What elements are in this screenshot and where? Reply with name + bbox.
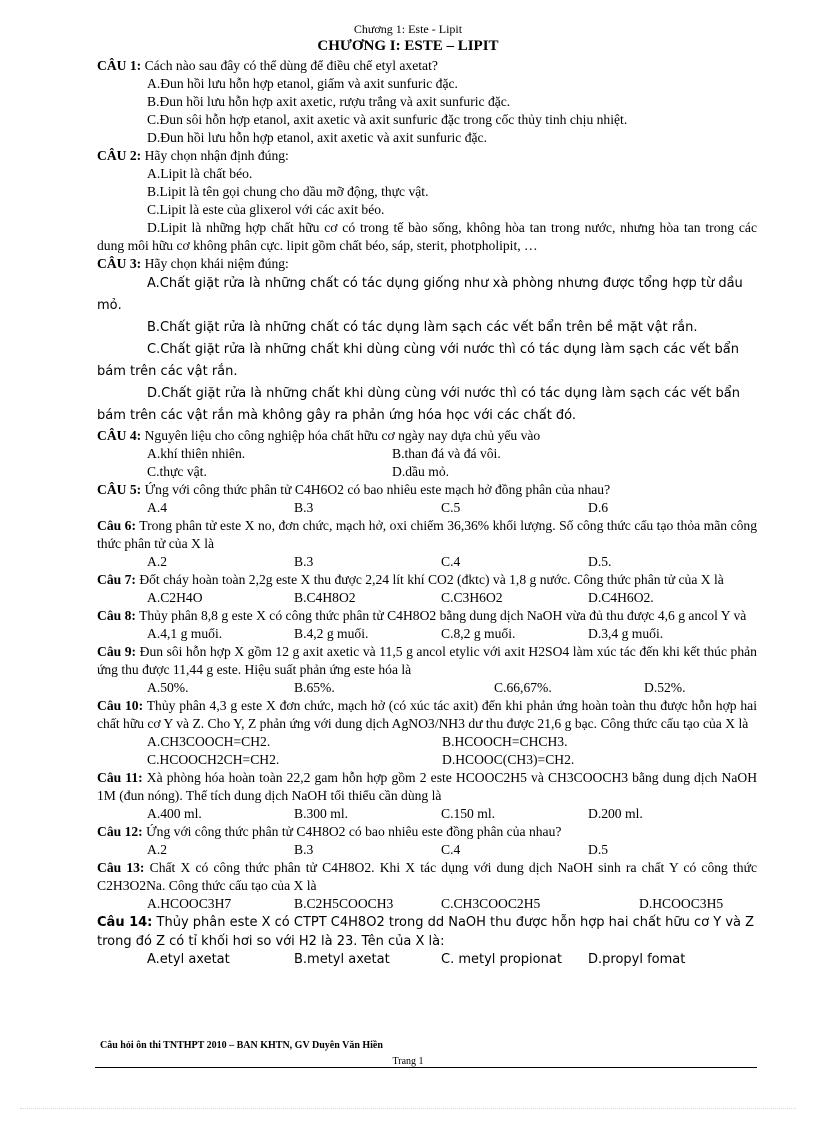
option-c: C.Đun sôi hỗn hợp etanol, axit axetic và axit sunfuric đặc trong cốc thủy tinh chịu nhiệt.: [147, 112, 628, 127]
question-label: Câu 11:: [97, 770, 143, 785]
question-label: Câu 13:: [97, 860, 145, 875]
option-c: C.4: [441, 842, 461, 857]
options-row: [97, 679, 757, 697]
question-11: [97, 769, 757, 805]
option-d: D.propyl fomat: [588, 952, 686, 967]
option-a: A.2: [147, 842, 168, 857]
question-text: Nguyên liệu cho công nghiệp hóa chất hữu cơ ngày nay dựa chủ yếu vào: [144, 428, 541, 443]
option-b: B.Đun hồi lưu hỗn hợp axit axetic, rượu trắng và axit sunfuric đặc.: [147, 94, 511, 109]
footer-credit: Câu hỏi ôn thi TNTHPT 2010 – BAN KHTN, GV Duyên Văn Hiền: [100, 1040, 383, 1051]
option-b: B.3: [294, 842, 314, 857]
option-b: B.HCOOCH=CHCH3.: [442, 734, 568, 749]
question-5: [97, 481, 757, 499]
running-header: Chương 1: Este - Lipit: [353, 22, 463, 36]
option-a: A.CH3COOCH=CH2.: [147, 734, 271, 749]
option-a: A.Chất giặt rửa là những chất có tác dụng giống như xà phòng nhưng được tổng hợp từ dầu mỏ.: [97, 276, 743, 313]
option-c: C.Lipit là este của glixerol với các axit béo.: [147, 202, 385, 217]
option-b: B.300 ml.: [294, 806, 349, 821]
question-text: Đun sôi hỗn hợp X gồm 12 g axit axetic và 11,5 g ancol etylic với axit H2SO4 làm xúc tác đến khi kết thúc phản ứng thu được 11,44 g este. Hiệu suất phản ứng este hóa là: [97, 644, 757, 677]
option-a: A.Đun hồi lưu hỗn hợp etanol, giấm và axit sunfuric đặc.: [147, 76, 458, 91]
option-d: D.Đun hồi lưu hỗn hợp etanol, axit axetic và axit sunfuric đặc.: [147, 130, 487, 145]
page-number: Trang 1: [392, 1056, 424, 1067]
option-b: B.metyl axetat: [294, 952, 390, 967]
page-edge-divider: [20, 1108, 796, 1109]
question-label: CÂU 2:: [97, 148, 142, 163]
options-row: [97, 895, 757, 913]
options-row: [97, 733, 757, 751]
option-d: D.Chất giặt rửa là những chất khi dùng cùng với nước thì có tác dụng làm sạch các vết bẩn bám trên các vật rắn mà không gây ra phản ứng hóa học với các chất đó.: [97, 386, 740, 423]
option-d: D.HCOOC(CH3)=CH2.: [442, 752, 575, 767]
option-c: C.Chất giặt rửa là những chất khi dùng cùng với nước thì có tác dụng làm sạch các vết bẩn bám trên các vật rắn.: [97, 342, 740, 379]
question-label: CÂU 1:: [97, 58, 142, 73]
option-c: C.4: [441, 554, 461, 569]
question-label: CÂU 3:: [97, 256, 142, 271]
question-label: CÂU 4:: [97, 428, 142, 443]
question-label: Câu 12:: [97, 824, 143, 839]
option-a: A.Lipit là chất béo.: [147, 166, 253, 181]
option-a: A.4: [147, 500, 168, 515]
option-b: B.C4H8O2: [294, 590, 356, 605]
options-row: [97, 499, 757, 517]
question-1: [97, 57, 757, 75]
option-b: B.3: [294, 500, 314, 515]
question-label: CÂU 5:: [97, 482, 142, 497]
option-b: B.3: [294, 554, 314, 569]
question-text: Trong phân tử este X no, đơn chức, mạch hở, oxi chiếm 36,36% khối lượng. Số công thức cấu tạo thỏa mãn công thức phân tử của X là: [97, 518, 757, 551]
question-label: Câu 6:: [97, 518, 136, 533]
options-row: [97, 463, 757, 481]
options-row: [97, 589, 757, 607]
question-text: Hãy chọn nhận định đúng:: [144, 148, 289, 163]
option-a: A.2: [147, 554, 168, 569]
options-row: [97, 445, 757, 463]
question-13: [97, 859, 757, 895]
options-row: [97, 805, 757, 823]
question-12: [97, 823, 757, 841]
option-b: B.C2H5COOCH3: [294, 896, 394, 911]
question-6: [97, 517, 757, 553]
question-text: Thủy phân 4,3 g este X đơn chức, mạch hở (có xúc tác axit) đến khi phản ứng hoàn toàn thu được hỗn hợp hai chất hữu cơ Y và Z. Cho Y, Z phản ứng với dung dịch AgNO3/NH3 dư thu được 21,6 g bạc. Công thức cấu tạo của X là: [97, 698, 757, 731]
option-a: A.400 ml.: [147, 806, 202, 821]
question-text: Thủy phân 8,8 g este X có công thức phân tử C4H8O2 bằng dung dịch NaOH vừa đủ thu được 4,6 g ancol Y và: [139, 608, 747, 623]
question-text: Ứng với công thức phân tử C4H6O2 có bao nhiêu este mạch hở đồng phân của nhau?: [144, 482, 611, 497]
question-list: [97, 57, 757, 969]
question-8: [97, 607, 757, 625]
option-c: C.CH3COOC2H5: [441, 896, 541, 911]
option-d: D.HCOOC3H5: [639, 896, 724, 911]
option-a: A.4,1 g muối.: [147, 626, 223, 641]
option-c: C. metyl propionat: [441, 952, 562, 967]
question-label: Câu 7:: [97, 572, 136, 587]
option-d: D.3,4 g muối.: [588, 626, 664, 641]
option-b: B.65%.: [294, 680, 335, 695]
question-2: [97, 147, 757, 165]
question-3: [97, 255, 757, 273]
footer-divider: [95, 1067, 757, 1068]
option-d: D.5.: [588, 554, 612, 569]
question-text: Cách nào sau đây có thể dùng để điều chế etyl axetat?: [144, 58, 438, 73]
option-b: B.4,2 g muối.: [294, 626, 369, 641]
option-c: C.150 ml.: [441, 806, 496, 821]
option-d: D.6: [588, 500, 609, 515]
question-text: Thủy phân este X có CTPT C4H8O2 trong dd NaOH thu được hỗn hợp hai chất hữu cơ Y và Z trong đó Z có tỉ khối hơi so với H2 là 23. Tên của X là:: [97, 915, 755, 949]
question-text: Hãy chọn khái niệm đúng:: [144, 256, 289, 271]
question-text: Đốt cháy hoàn toàn 2,2g este X thu được 2,24 lít khí CO2 (đktc) và 1,8 g nước. Công thức phân tử của X là: [139, 572, 724, 587]
option-a: A.HCOOC3H7: [147, 896, 232, 911]
question-text: Ứng với công thức phân tử C4H8O2 có bao nhiêu este đồng phân của nhau?: [146, 824, 562, 839]
options-row: [97, 625, 757, 643]
option-c: C.66,67%.: [494, 680, 552, 695]
option-d: D.C4H6O2.: [588, 590, 654, 605]
option-a: A.etyl axetat: [147, 952, 230, 967]
question-text: Chất X có công thức phân tử C4H8O2. Khi X tác dụng với dung dịch NaOH sinh ra chất Y có công thức C2H3O2Na. Công thức cấu tạo của X là: [97, 860, 757, 893]
option-b: B.Lipit là tên gọi chung cho dầu mỡ động, thực vật.: [147, 184, 429, 199]
question-10: [97, 697, 757, 733]
option-c: C.thực vật.: [147, 464, 207, 479]
options-row: [97, 553, 757, 571]
option-b: B.Chất giặt rửa là những chất có tác dụng làm sạch các vết bẩn trên bề mặt vật rắn.: [147, 320, 698, 335]
option-c: C.C3H6O2: [441, 590, 503, 605]
option-a: A.C2H4O: [147, 590, 203, 605]
question-label: Câu 14:: [97, 915, 153, 930]
options-row: [97, 951, 757, 969]
option-d: D.Lipit là những hợp chất hữu cơ có trong tế bào sống, không hòa tan trong nước, nhưng hòa tan trong các dung môi hữu cơ không phân cực. lipit gồm chất béo, sáp, sterit, photpholipit, …: [97, 220, 757, 253]
option-a: A.50%.: [147, 680, 189, 695]
option-c: C.HCOOCH2CH=CH2.: [147, 752, 280, 767]
question-label: Câu 9:: [97, 644, 137, 659]
option-c: C.8,2 g muối.: [441, 626, 516, 641]
option-b: B.than đá và đá vôi.: [392, 446, 501, 461]
question-14: [97, 913, 757, 951]
option-d: D.200 ml.: [588, 806, 643, 821]
option-a: A.khí thiên nhiên.: [147, 446, 246, 461]
option-d: D.dầu mỏ.: [392, 464, 450, 479]
question-label: Câu 10:: [97, 698, 144, 713]
question-7: [97, 571, 757, 589]
question-4: [97, 427, 757, 445]
question-label: Câu 8:: [97, 608, 136, 623]
options-row: [97, 751, 757, 769]
option-d: D.52%.: [644, 680, 686, 695]
option-d: D.5: [588, 842, 609, 857]
option-c: C.5: [441, 500, 461, 515]
chapter-title: CHƯƠNG I: ESTE – LIPIT: [317, 38, 499, 54]
question-text: Xà phòng hóa hoàn toàn 22,2 gam hỗn hợp gồm 2 este HCOOC2H5 và CH3COOCH3 bằng dung dịch NaOH 1M (đun nóng). Thể tích dung dịch NaOH tối thiểu cần dùng là: [97, 770, 758, 803]
question-9: [97, 643, 757, 679]
options-row: [97, 841, 757, 859]
